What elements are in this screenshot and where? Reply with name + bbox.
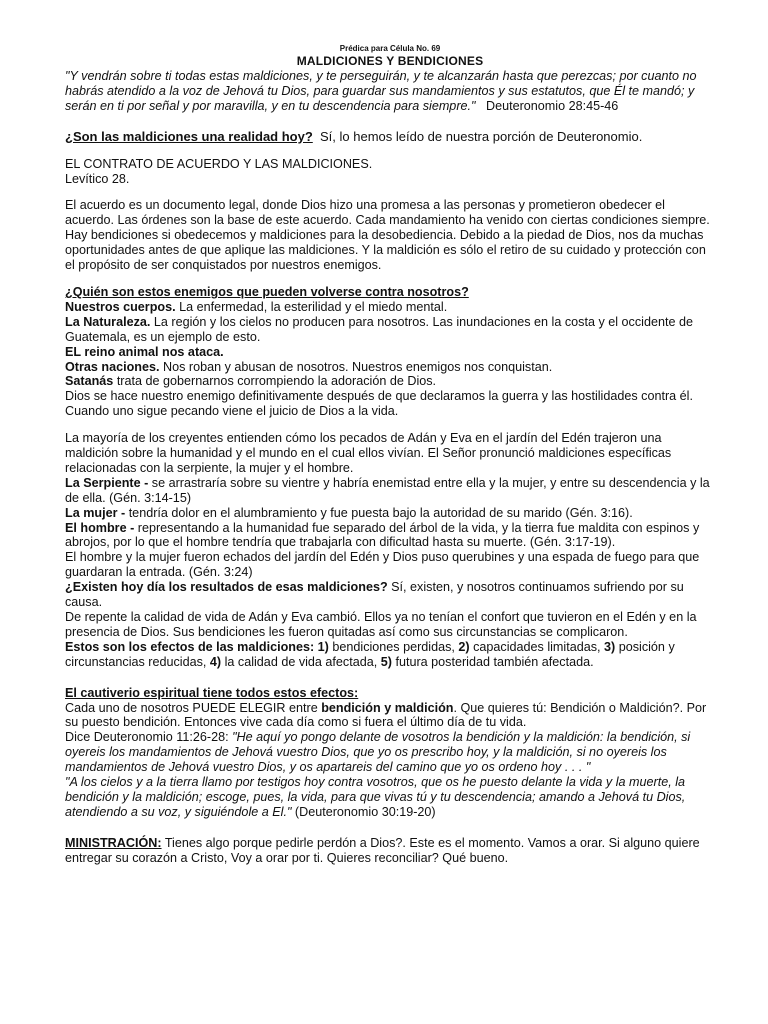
deuteronomy-30-reference: (Deuteronomio 30:19-20) [294,804,436,819]
effect-number: 4) [209,654,222,669]
effects-paragraph [65,640,715,670]
enemies-heading: ¿Quién son estos enemigos que pueden volverse contra nosotros? [65,284,469,299]
enemy-text: La región y los cielos no producen para nosotros. Las inundaciones en la costa y el occidente de Guatemala, es un ejemplo de esto. [65,314,693,344]
curse-text: representando a la humanidad fue separado del árbol de la vida, y la tierra fue maldita con espinos y abrojos, por lo que el hombre tendría que trabajarla con dificultad hasta su muerte. (Gén. 3:17-19). [65,520,700,550]
deuteronomy-11-paragraph [65,730,715,775]
effect-number: 1) [317,639,329,654]
enemy-label: Otras naciones. [65,359,160,374]
curse-item [65,506,715,521]
effect-number: 2) [458,639,470,654]
effects-label: Estos son los efectos de las maldiciones: [65,639,315,654]
curse-text: tendría dolor en el alumbramiento y fue puesta bajo la autoridad de su marido (Gén. 3:16). [128,505,633,520]
document-body [65,43,715,866]
ministry-paragraph [65,836,715,866]
enemy-text: Nos roban y abusan de nosotros. Nuestros enemigos nos conquistan. [163,359,553,374]
enemy-label: Satanás [65,374,114,389]
curse-label: La mujer - [65,505,126,520]
curse-label: La Serpiente - [65,475,149,490]
results-question-paragraph [65,580,715,610]
effect-text: posición y circunstancias reducidas, [65,639,675,669]
adam-eve-intro: La mayoría de los creyentes entienden cómo los pecados de Adán y Eva en el jardín del Edén trajeron una maldición sobre la humanidad y el mundo en el cual ellos vivían. El Señor pronunció maldiciones específicas relacionadas con la serpiente, la mujer y el hombre. [65,431,672,475]
results-answer: Sí, existen, y nosotros continuamos sufriendo por su causa. [65,580,684,610]
choice-text-a: Cada uno de nosotros PUEDE ELEGIR entre [65,700,318,715]
epigraph-quote: "Y vendrán sobre ti todas estas maldiciones, y te perseguirán, y te alcanzarán hasta que perezcas; por cuanto no habrás atendido a la voz de Jehová tu Dios, para guardar sus mandamientos y sus estatutos, que Él te mandó; y serán en ti por señal y por maravilla, y en tu descendencia para siempre." [65,69,697,113]
deuteronomy-11-quote: "He aquí yo pongo delante de vosotros la bendición y la maldición: la bendición, si oyereis los mandamientos de Jehová vuestro Dios, que yo os prescribo hoy, y la maldición, si no oyereis los mandamientos de Jehová vuestro Dios, y os apartareis del camino que yo os ordeno hoy . . . " [65,730,691,775]
intro-question: ¿Son las maldiciones una realidad hoy? [65,128,313,144]
deuteronomy-30-quote: "A los cielos y a la tierra llamo por testigos hoy contra vosotros, que os he puesto delante la vida y la muerte, la bendición y la maldición; escoge, pues, la vida, para que vivas tú y tu descendencia; amando a Jehová tu Dios, atendiendo a su voz, y siguiéndole a El." [65,775,686,819]
curse-item [65,521,715,551]
enemy-item [65,374,715,389]
choice-text-b: . Que quieres tú: Bendición o Maldición?. Por su puesto bendición. Entonces vive cada día como si fuera el último día de tu vida. [65,700,707,730]
enemy-text: trata de gobernarnos corrompiendo la adoración de Dios. [116,374,437,389]
agreement-paragraph: El acuerdo es un documento legal, donde Dios hizo una promesa a las personas y prometieron obedecer el acuerdo. Las órdenes son la base de este acuerdo. Cada mandamiento ha venido con ciertas condiciones siempre. Hay bendiciones si obedecemos y maldiciones para la desobediencia. Debido a la piedad de Dios, nos da muchas oportunidades antes de que aplique las maldiciones. Y la maldición es sólo el retiro de su cuidado y protección con el propósito de ser conquistados por nuestros enemigos. [65,198,710,273]
expelled-paragraph: El hombre y la mujer fueron echados del jardín del Edén y Dios puso querubines y una espada de fuego para que guardaran la entrada. (Gén. 3:24) [65,550,700,580]
deuteronomy-11-intro: Dice Deuteronomio 11:26-28: [65,730,229,745]
enemy-label: La Naturaleza. [65,314,151,329]
results-question: ¿Existen hoy día los resultados de esas maldiciones? [65,580,388,595]
ministry-label: MINISTRACIÓN: [65,835,162,850]
effect-text: la calidad de vida afectada, [224,654,378,669]
intro-answer: Sí, lo hemos leído de nuestra porción de Deuteronomio. [320,128,643,144]
life-change-paragraph: De repente la calidad de vida de Adán y Eva cambió. Ellos ya no tenían el confort que tuvieron en el Edén y en la presencia de Dios. Sus bendiciones les fueron quitadas así como sus circunstancias se complicaron. [65,610,697,639]
curse-item [65,476,715,506]
intro-question-paragraph [65,130,715,145]
choice-paragraph [65,701,715,731]
enemy-item [65,300,715,315]
curse-label: El hombre - [65,520,135,535]
curse-text: se arrastraría sobre su vientre y habría enemistad entre ella y la mujer, y entre su descendencia y la de ella. (Gén. 3:14-15) [65,475,710,505]
captivity-heading: El cautiverio espiritual tiene todos estos efectos: [65,685,359,700]
ministry-text: Tienes algo porque pedirle perdón a Dios?. Este es el momento. Vamos a orar. Si alguno quiere entregar su corazón a Cristo, Voy a orar por ti. Quieres reconciliar? Qué bueno. [65,835,700,865]
epigraph-reference: Deuteronomio 28:45-46 [485,98,619,113]
contract-reference: Levítico 28. [65,171,130,186]
enemy-label: Nuestros cuerpos. [65,299,176,314]
effect-text: futura posteridad también afectada. [395,654,594,669]
enemy-text: La enfermedad, la esterilidad y el miedo mental. [179,299,448,314]
enemy-item [65,360,715,375]
enemies-closing: Dios se hace nuestro enemigo definitivamente después de que declaramos la guerra y las hostilidades contra él. Cuando uno sigue pecando viene el juicio de Dios a la vida. [65,389,693,419]
deuteronomy-30-paragraph [65,775,715,820]
effect-number: 3) [604,639,616,654]
enemy-label: EL reino animal nos ataca. [65,344,224,359]
contract-heading: EL CONTRATO DE ACUERDO Y LAS MALDICIONES. [65,156,373,171]
effect-number: 5) [380,654,392,669]
document-subtitle: Prédica para Célula No. 69 [339,44,441,53]
choice-emphasis: bendición y maldición [321,700,454,715]
effect-text: capacidades limitadas, [473,639,601,654]
document-title: MALDICIONES Y BENDICIONES [296,54,484,68]
enemy-item [65,345,715,360]
effect-text: bendiciones perdidas, [332,639,455,654]
epigraph [65,69,715,114]
enemy-item [65,315,715,345]
